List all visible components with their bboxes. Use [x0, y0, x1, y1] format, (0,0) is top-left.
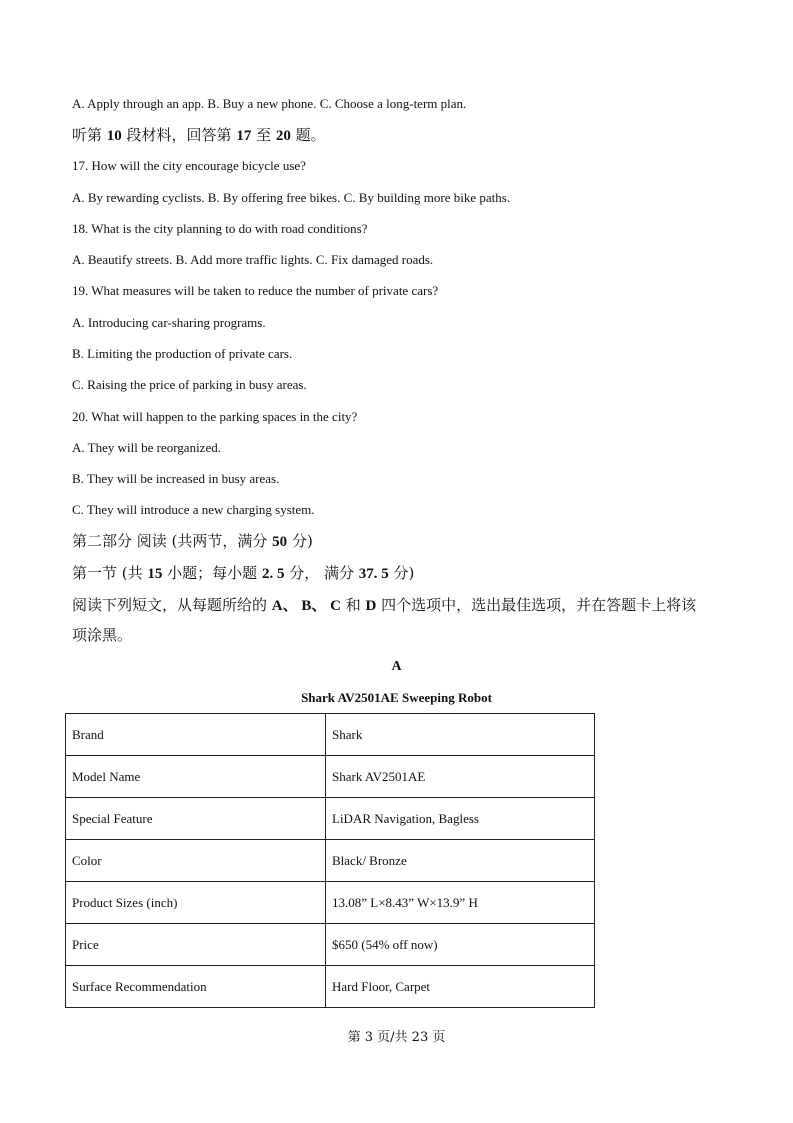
table-cell-key: Model Name: [66, 756, 326, 798]
question-19: 19. What measures will be taken to reduce the number of private cars?: [72, 283, 439, 298]
table-cell-key: Price: [66, 924, 326, 966]
option-20c: C. They will introduce a new charging system.: [72, 502, 315, 517]
text-fragment: 分， 满分: [284, 564, 359, 582]
table-cell-key: Brand: [66, 714, 326, 756]
table-row: [66, 966, 595, 1008]
passage-title: Shark AV2501AE Sweeping Robot: [301, 690, 492, 705]
text-fragment: 听第: [72, 126, 107, 144]
text-fragment: 阅读下列短文，从每题所给的: [72, 596, 272, 614]
instructions-cont: 项涂黑。: [72, 626, 133, 644]
table-cell-key: Color: [66, 840, 326, 882]
text-fragment: 段材料，回答第: [121, 126, 237, 144]
text-fragment: 17: [236, 128, 252, 144]
part-heading: [72, 532, 313, 551]
text-fragment: 15: [147, 566, 163, 582]
table-cell-value: Black/ Bronze: [326, 840, 595, 882]
table-cell-value: 13.08” L×8.43” W×13.9” H: [326, 882, 595, 924]
table-cell-value: Shark: [326, 714, 595, 756]
instructions: [72, 596, 696, 615]
text-fragment: 题。: [290, 126, 326, 144]
table-cell-value: LiDAR Navigation, Bagless: [326, 798, 595, 840]
table-row: [66, 798, 595, 840]
option-20a: A. They will be reorganized.: [72, 440, 221, 455]
spec-table-body: [66, 714, 595, 1008]
option-19c: C. Raising the price of parking in busy areas.: [72, 377, 307, 392]
text-fragment: 小题；每小题: [162, 564, 262, 582]
table-row: [66, 714, 595, 756]
text-fragment: 10: [106, 128, 122, 144]
text-fragment: 第一节 (共: [72, 564, 148, 582]
options-18: A. Beautify streets. B. Add more traffic lights. C. Fix damaged roads.: [72, 252, 434, 267]
option-19b: B. Limiting the production of private cars.: [72, 346, 293, 361]
text-fragment: A、 B、 C: [271, 598, 341, 614]
question-17: 17. How will the city encourage bicycle use?: [72, 158, 306, 173]
passage-letter: A: [391, 659, 402, 674]
question-18: 18. What is the city planning to do with road conditions?: [72, 221, 368, 236]
text-fragment: 四个选项中，选出最佳选项，并在答题卡上将该: [376, 596, 697, 614]
text-fragment: D: [365, 598, 377, 614]
table-row: [66, 924, 595, 966]
text-fragment: 分): [388, 564, 415, 582]
page-footer: 第 3 页/共 23 页: [347, 1030, 446, 1045]
table-cell-value: Hard Floor, Carpet: [326, 966, 595, 1008]
section-heading: [72, 126, 326, 145]
spec-table: [65, 713, 595, 1008]
text-fragment: 2. 5: [261, 566, 285, 582]
table-row: [66, 756, 595, 798]
table-row: [66, 882, 595, 924]
options-17: A. By rewarding cyclists. B. By offering free bikes. C. By building more bike paths.: [72, 190, 511, 205]
text-fragment: 50: [272, 534, 288, 550]
option-line: A. Apply through an app. B. Buy a new phone. C. Choose a long-term plan.: [72, 96, 467, 111]
table-cell-key: Surface Recommendation: [66, 966, 326, 1008]
table-cell-value: $650 (54% off now): [326, 924, 595, 966]
table-cell-key: Product Sizes (inch): [66, 882, 326, 924]
option-20b: B. They will be increased in busy areas.: [72, 471, 280, 486]
section-heading: [72, 564, 414, 583]
text-fragment: 第二部分 阅读 (共两节，满分: [72, 532, 273, 550]
text-fragment: 和: [340, 596, 366, 614]
text-fragment: 至: [251, 126, 276, 144]
option-19a: A. Introducing car-sharing programs.: [72, 315, 266, 330]
table-cell-key: Special Feature: [66, 798, 326, 840]
table-cell-value: Shark AV2501AE: [326, 756, 595, 798]
table-row: [66, 840, 595, 882]
text-fragment: 20: [275, 128, 291, 144]
question-20: 20. What will happen to the parking spaces in the city?: [72, 409, 358, 424]
text-fragment: 分): [287, 532, 313, 550]
text-fragment: 37. 5: [358, 566, 389, 582]
